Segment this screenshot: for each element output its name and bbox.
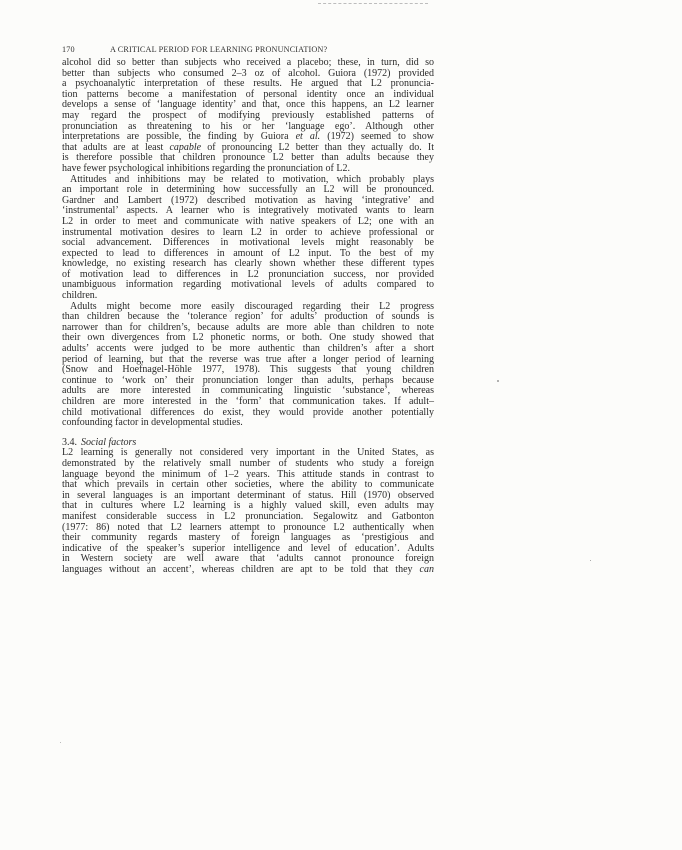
text-line: children. — [62, 290, 98, 302]
text-line: that in cultures where L2 learning is a highly valued skill, even adults may — [62, 500, 434, 512]
book-page — [62, 44, 434, 576]
text-line: Gardner and Lambert (1972) described motivation as having ‘integrative’ and — [62, 194, 434, 206]
text-line: their community regards mastery of foreign languages as ‘prestigious and — [62, 532, 434, 544]
scan-speck — [60, 742, 61, 743]
text-line: (Snow and Hoefnagel-Höhle 1977, 1978). This suggests that young children — [62, 364, 434, 376]
paragraph-3 — [62, 302, 434, 429]
text-line: knowledge, no existing research has clearly shown whether these different types — [62, 258, 434, 270]
text-line: pronunciation as threatening to his or her ‘language ego’. Although other — [62, 120, 434, 132]
text-line: L2 in order to meet and communicate with native speakers of L2; one with an — [62, 215, 434, 227]
text-line: language beyond the minimum of 1–2 years. This attitude stands in contrast to — [62, 468, 434, 480]
page-number: 170 — [62, 45, 75, 54]
text-line: demonstrated by the relatively small number of students who study a foreign — [62, 457, 434, 469]
text-line: social advancement. Differences in motivational levels might reasonably be — [62, 237, 434, 249]
text-line: confounding factor in developmental studies. — [62, 417, 243, 429]
text-line: in Western society are well aware that ‘adults cannot pronounce foreign — [62, 553, 434, 565]
text-line: their own divergences from L2 phonetic norms, or both. One study showed that — [62, 332, 434, 344]
text-line: alcohol did so better than subjects who received a placebo; these, in turn, did so — [62, 57, 434, 68]
text-line: better than subjects who consumed 2–3 oz of alcohol. Guiora (1972) provided — [62, 67, 434, 79]
text-line: ‘instrumental’ aspects. A learner who is integratively motivated wants to learn — [62, 205, 434, 217]
scan-speck — [590, 560, 591, 561]
text-line: children are more interested in the ‘form’ that communication takes. If adult– — [62, 396, 434, 407]
paragraph-1 — [62, 58, 434, 175]
text-line: interpretations are possible, the finding by Guiora et al. (1972) seemed to show — [62, 131, 435, 143]
text-line: tion patterns become a manifestation of personal identity once an individual — [62, 88, 434, 100]
running-title: A CRITICAL PERIOD FOR LEARNING PRONUNCIATION? — [110, 45, 328, 54]
text-line: that adults are at least capable of pronouncing L2 better than they actually do. It — [62, 141, 434, 153]
section-number: 3.4. — [62, 436, 77, 448]
text-line: adults are more interested in communicating linguistic ‘substance’, whereas — [62, 385, 434, 397]
text-line: instrumental motivation desires to learn L2 in order to achieve professional or — [62, 226, 434, 238]
scan-speck — [497, 380, 499, 382]
text-line: languages without an accent’, whereas children are apt to be told that they can — [62, 563, 434, 575]
text-line: adults’ accents were judged to be more authentic than children’s after a short — [62, 343, 434, 355]
scan-artifact-marks — [318, 3, 428, 12]
paragraph-2 — [62, 175, 434, 302]
text-line: is therefore possible that children pronounce L2 better than adults because they — [62, 152, 434, 164]
text-line: L2 learning is generally not considered very important in the United States, as — [62, 447, 434, 459]
text-line: may regard the prospect of modifying previously established patterns of — [62, 109, 434, 121]
text-line: child motivational differences do exist, they would provide another potentially — [62, 406, 434, 418]
text-line: of motivation lead to differences in L2 pronunciation success, nor provided — [62, 268, 434, 280]
text-line: (1977: 86) noted that L2 learners attempt to pronounce L2 authentically when — [62, 521, 434, 533]
text-line: an important role in determining how successfully an L2 will be pronounced. — [62, 184, 434, 196]
text-line: period of learning, but that the reverse was true after a longer period of learning — [62, 353, 434, 365]
text-line: a psychoanalytic interpretation of these results. He argued that L2 pronuncia- — [62, 78, 434, 90]
text-line: indicative of the speaker’s superior intelligence and level of education’. Adults — [62, 542, 434, 554]
paragraph-4 — [62, 448, 434, 575]
text-line: Adults might become more easily discouraged regarding their L2 progress — [70, 300, 434, 312]
text-line: Attitudes and inhibitions may be related to motivation, which probably plays — [70, 173, 434, 185]
text-line: unambiguous information regarding motivational levels of adults compared to — [62, 279, 434, 291]
text-line: than children because the ‘tolerance region’ for adults’ production of sounds is — [62, 311, 434, 323]
running-header — [62, 44, 434, 58]
text-line: in several languages is an important determinant of status. Hill (1970) observed — [62, 489, 434, 501]
text-line: narrower than for children’s, because adults are more able than children to note — [62, 321, 434, 333]
text-line: develops a sense of ‘language identity’ and that, once this happens, an L2 learner — [62, 99, 434, 111]
section-title: Social factors — [81, 436, 137, 448]
text-line: manifest considerable success in L2 pronunciation. Segalowitz and Gatbonton — [62, 510, 434, 522]
text-line: have fewer psychological inhibitions regarding the pronunciation of L2. — [62, 162, 350, 174]
text-line: expected to lead to differences in amount of L2 input. To the best of my — [62, 247, 434, 259]
text-line: that which prevails in certain other societies, where the ability to communicate — [62, 479, 434, 491]
text-line: continue to ‘work on’ their pronunciation longer than adults, perhaps because — [62, 374, 434, 386]
